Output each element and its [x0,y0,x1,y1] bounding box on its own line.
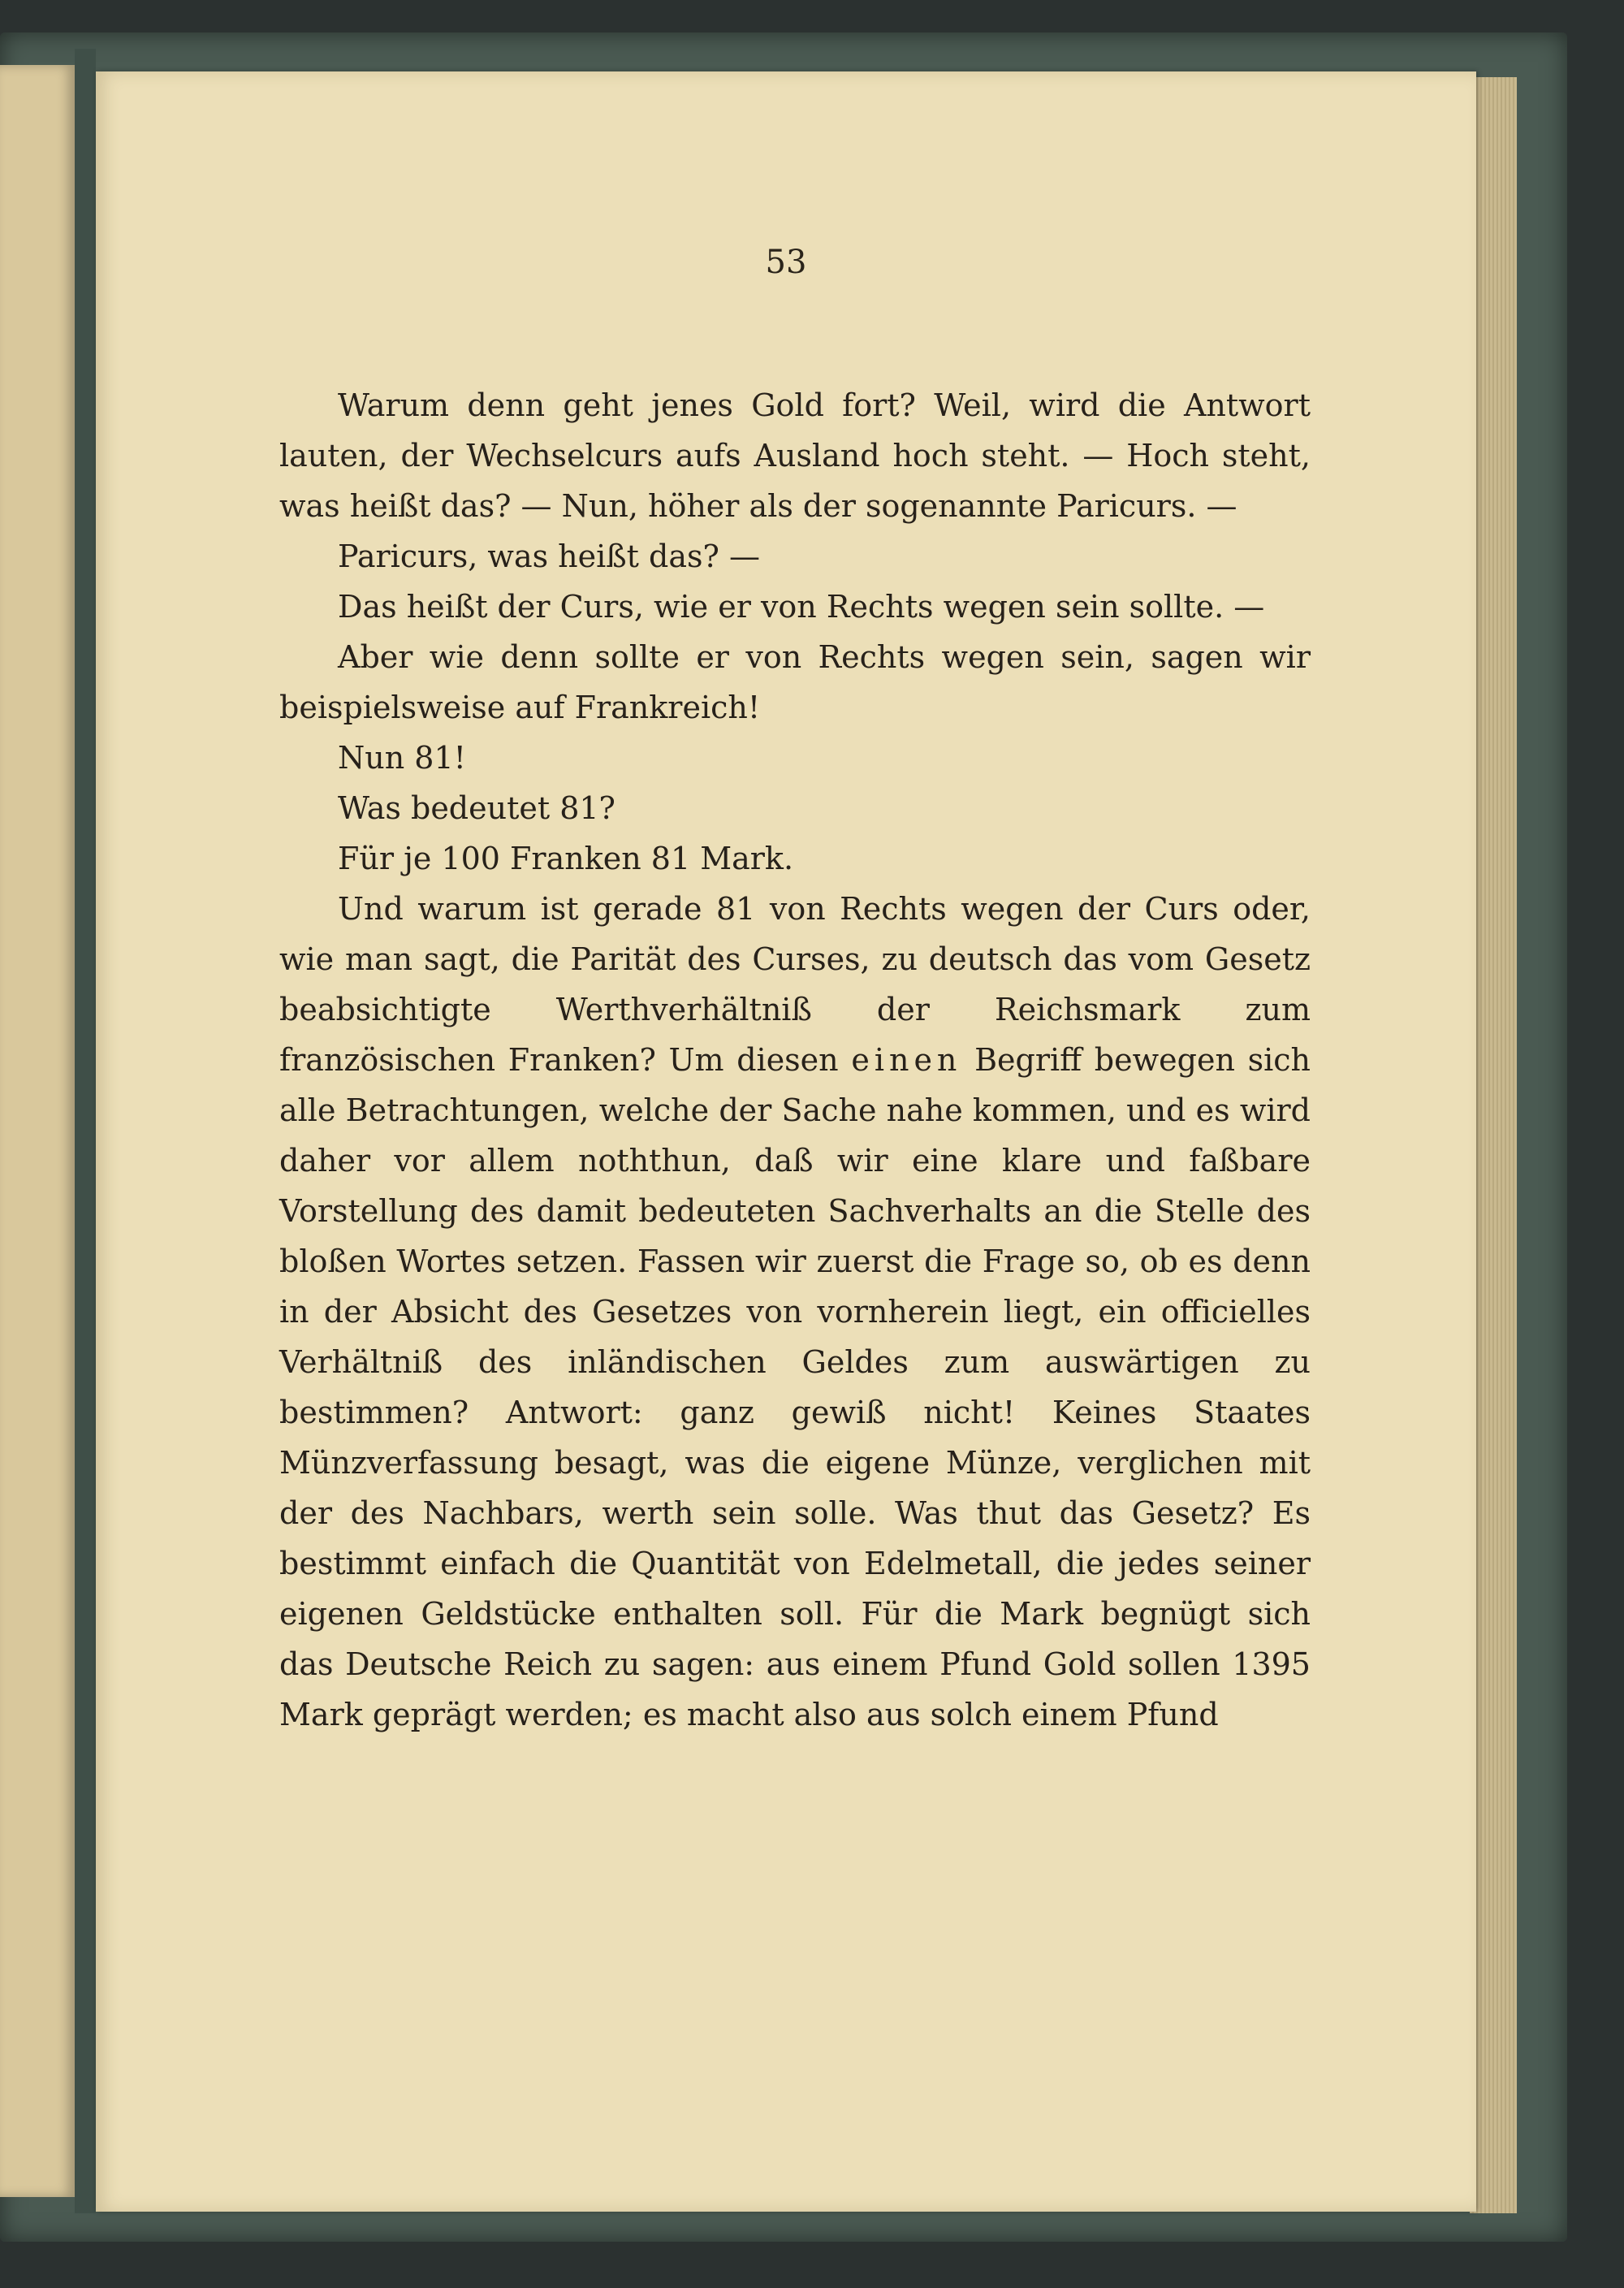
book-page [96,71,1476,2212]
paragraph-8-rest: Begriff bewegen sich alle Betrachtungen, welche der Sache nahe kommen, und es wird daher vor allem noththun, daß wir eine klare und faßbare Vorstellung des damit bedeuteten Sachverhalts an die Stelle des bloßen Wortes setzen. Fassen wir zuerst die Frage so, ob es denn in der Absicht des Gesetzes von vornherein liegt, ein officielles Verhältniß des inländischen Geldes zum auswärtigen zu bestimmen? Antwort: ganz gewiß nicht! Keines Staates Münzverfassung besagt, was die eigene Münze, verglichen mit der des Nachbars, werth sein solle. Was thut das Gesetz? Es bestimmt einfach die Quantität von Edelmetall, die jedes seiner eigenen Geldstücke enthalten soll. Für die Mark begnügt sich das Deutsche Reich zu sagen: aus einem Pfund Gold sollen 1395 Mark geprägt werden; es macht also aus solch einem Pfund [279,1042,1311,1732]
page-number: 53 [765,244,807,281]
paragraph-6: Was bedeutet 81? [338,790,615,826]
left-page-edge [0,65,75,2197]
page-stack-edge [1470,77,1517,2213]
body-text [279,380,1311,1740]
paragraph-8-start: Und warum ist gerade 81 von Rechts wegen der Curs oder, wie man sagt, die Parität des Curses, zu deutsch das vom Gesetz beabsichtigte Werthverhältniß der Reichsmark zum französischen Franken? Um diesen [279,891,1311,1078]
paragraph-1: Warum denn geht jenes Gold fort? Weil, wird die Antwort lauten, der Wechselcurs aufs Ausland hoch steht. — Hoch steht, was heißt das? — Nun, höher als der sogenannte Paricurs. — [279,387,1311,524]
book-gutter [75,49,96,2213]
paragraph-8 [279,884,1311,1740]
paragraph-3: Das heißt der Curs, wie er von Rechts wegen sein sollte. — [338,589,1265,625]
paragraph-7: Für je 100 Franken 81 Mark. [338,841,794,876]
paragraph-5: Nun 81! [338,740,466,776]
paragraph-2: Paricurs, was heißt das? — [338,538,760,574]
emphasized-word: einen [851,1042,962,1078]
paragraph-4: Aber wie denn sollte er von Rechts wegen sein, sagen wir beispielsweise auf Frankreich! [279,639,1311,725]
